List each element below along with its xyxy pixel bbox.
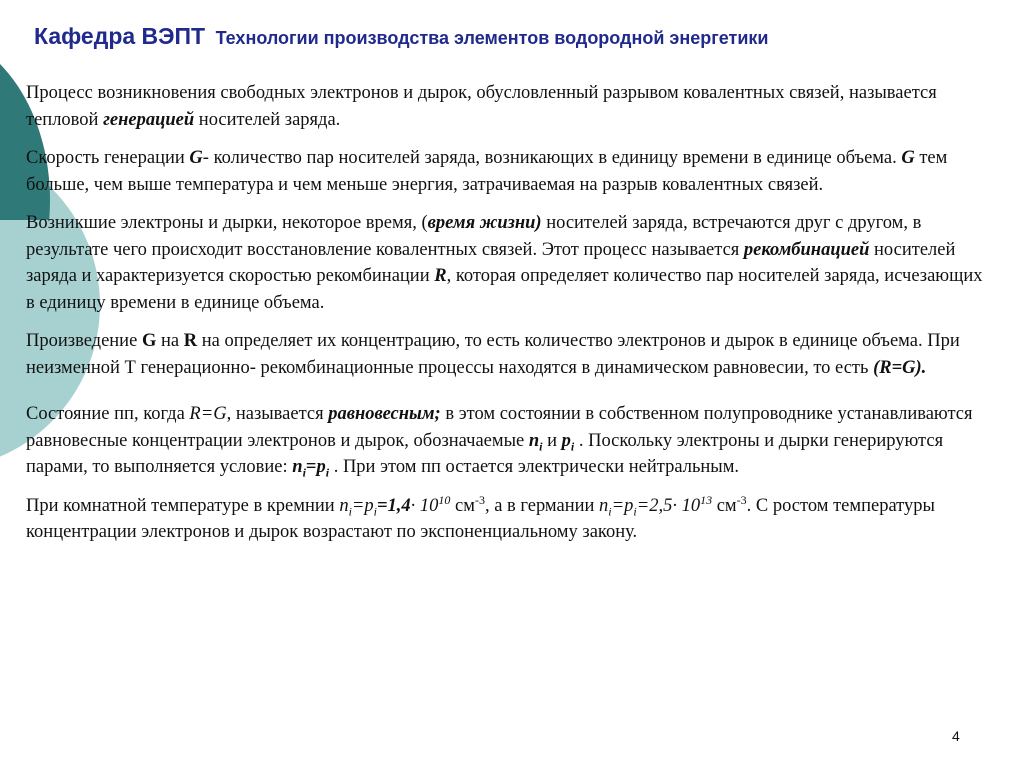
text-fragment: Состояние пп, когда [26, 404, 190, 424]
subscript-i: i [633, 504, 637, 519]
equals-sign: = [351, 495, 365, 516]
subscript-i: i [325, 465, 330, 480]
slide-header [34, 23, 768, 50]
term-lifetime: время жизни) [427, 213, 542, 233]
text-fragment: на [156, 331, 184, 351]
symbol-g: G [189, 148, 203, 168]
text-fragment: При комнатной температуре в кремнии [26, 495, 340, 516]
term-recombination: рекомбинацией [743, 239, 870, 260]
unit-cm: см [712, 495, 737, 516]
unit-cm: см [450, 495, 475, 516]
unit-exponent: -3 [474, 492, 485, 507]
text-fragment: носителей заряда и характеризуется скоростью рекомбинации [26, 239, 956, 286]
symbol-p: p [561, 430, 571, 451]
text-fragment: Произведение [26, 331, 142, 351]
symbol-n: n [528, 430, 540, 451]
text-fragment: на определяет их концентрацию, то есть количество электронов и дырок в единице объема. При неизменной Т генерационно- рекомбинационные процессы находятся в динамическом равновесии, то есть [26, 331, 960, 378]
slide-body [26, 80, 991, 558]
symbol-p: p [624, 495, 634, 516]
text-fragment: , которая определяет количество пар носителей заряда, исчезающих в единицу времени в единице объема. [26, 266, 983, 313]
formula-r-eq-g: R=G [189, 404, 227, 424]
term-equilibrium: равновесным; [328, 404, 441, 424]
silicon-value: =1,4 [376, 495, 411, 516]
symbol-r: R [434, 266, 447, 286]
text-fragment: носителей заряда. [194, 109, 341, 130]
symbol-r: R [183, 331, 198, 351]
paragraph-product [26, 328, 991, 381]
department-title: Кафедра ВЭПТ [34, 23, 206, 49]
text-fragment: . При этом пп остается электрически нейтральным. [329, 457, 740, 477]
text-fragment: , а в германии [484, 495, 600, 516]
unit-exponent: -3 [736, 492, 747, 507]
text-fragment: тем больше, чем выше температура и чем меньше энергия, затрачиваемая на разрыв ковалентных связей. [26, 148, 948, 195]
paragraph-generation [26, 80, 991, 133]
symbol-p: p [316, 457, 326, 477]
germanium-value: =2,5· 10 [636, 495, 701, 516]
germanium-exponent: 13 [700, 492, 713, 507]
symbol-g: G [141, 331, 157, 351]
text-fragment: и [542, 430, 562, 451]
paragraph-recombination [26, 210, 991, 316]
paragraph-generation-rate [26, 145, 991, 198]
subscript-i: i [348, 504, 352, 519]
text-fragment: . С ростом температуры концентрации электронов и дырок возрастают по экспоненциальному закону. [26, 495, 935, 542]
equilibrium-formula: (R=G). [873, 357, 927, 378]
subscript-i: i [302, 465, 306, 480]
text-fragment: , называется [226, 404, 329, 424]
silicon-power-base: · 10 [410, 495, 439, 516]
symbol-p: p [364, 495, 374, 516]
course-title: Технологии производства элементов водородной энергетики [215, 28, 769, 48]
page-number: 4 [952, 728, 960, 744]
text-fragment: . Поскольку электроны и дырки генерируются парами, то выполняется условие: [26, 430, 944, 477]
paragraph-concentrations [26, 493, 991, 546]
subscript-i: i [608, 504, 612, 519]
text-fragment: носителей заряда, встречаются друг с другом, в результате чего происходит восстановление ковалентных связей. Этот процесс называется [26, 213, 922, 260]
subscript-i: i [539, 439, 543, 454]
subscript-i: i [570, 439, 575, 454]
symbol-g: G [901, 148, 915, 168]
equals-sign: = [305, 457, 317, 477]
subscript-i: i [373, 504, 377, 519]
text-fragment: Возникшие электроны и дырки, некоторое время, ( [26, 213, 428, 233]
silicon-exponent: 10 [438, 492, 451, 507]
equals-sign: = [611, 495, 625, 516]
text-fragment: Скорость генерации [26, 148, 190, 168]
symbol-n: n [339, 495, 349, 516]
text-fragment: - количество пар носителей заряда, возникающих в единицу времени в единице объема. [202, 148, 902, 168]
text-fragment: Процесс возникновения свободных электронов и дырок, обусловленный разрывом ковалентных связей, называется тепловой [26, 83, 937, 130]
symbol-n: n [599, 495, 609, 516]
symbol-n: n [292, 457, 303, 477]
text-fragment: в этом состоянии в собственном полупроводнике устанавливаются равновесные концентрации электронов и дырок, обозначаемые [26, 404, 973, 451]
paragraph-equilibrium [26, 401, 991, 481]
term-generation: генерацией [103, 109, 195, 130]
